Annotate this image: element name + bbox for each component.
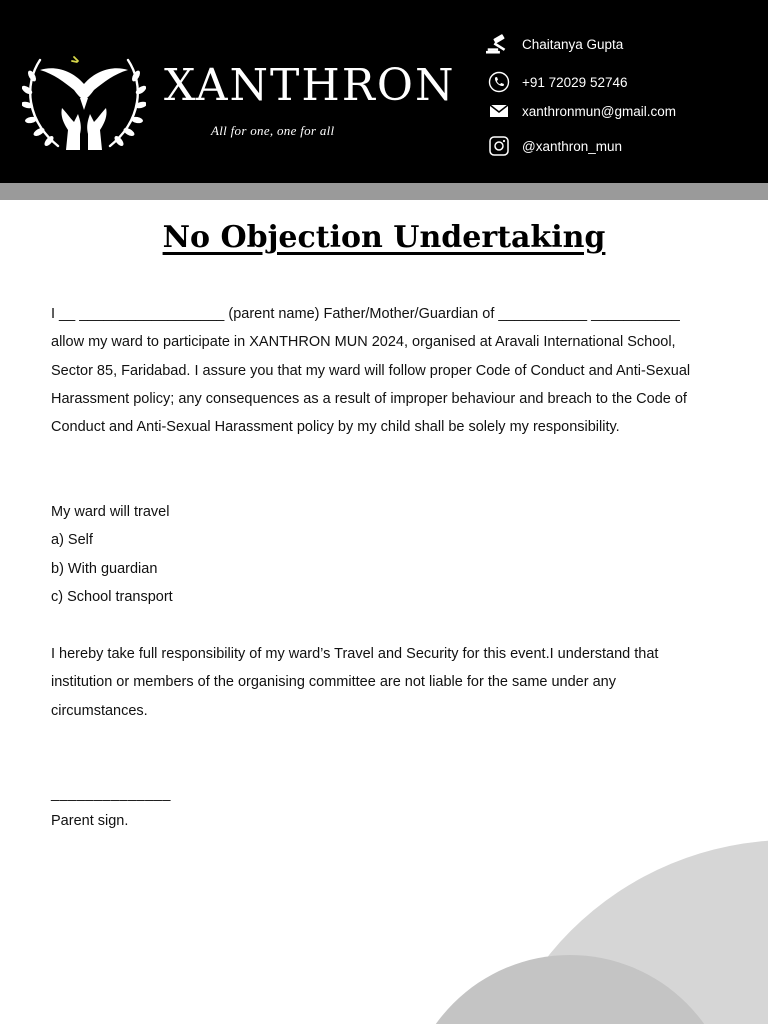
document-title: No Objection Undertaking (162, 220, 606, 255)
letterhead-header (0, 0, 768, 183)
contact-name (486, 33, 623, 55)
travel-option-self: a) Self (51, 532, 93, 549)
contact-name-text: Chaitanya Gupta (522, 36, 624, 52)
phone-icon (486, 71, 512, 93)
contact-instagram-text[interactable]: @xanthron_mun (522, 138, 623, 154)
responsibility-paragraph: I hereby take full responsibility of my ward’s Travel and Security for this event.I understand that institution or members of the organising committee are not liable for the same under any circumstances. (51, 646, 659, 719)
signature-line: ______________ (51, 786, 171, 802)
instagram-icon (486, 135, 512, 157)
header-band (0, 183, 768, 200)
gavel-icon (486, 33, 512, 55)
travel-option-guardian: b) With guardian (51, 560, 158, 577)
dove-hands-logo-icon (22, 50, 146, 154)
contact-email (486, 100, 676, 122)
contact-instagram (486, 135, 622, 157)
contact-phone-text[interactable]: +91 72029 52746 (522, 74, 628, 90)
undertaking-paragraph: I __ __________________ (parent name) Father/Mother/Guardian of ___________ ___________ allow my ward to participate in XANTHRON MUN 2024, organised at Aravali International School, Sector 85, Faridabad. I assure you that my ward will follow proper Code of Conduct and Anti-Sexual Harassment policy; any consequences as a result of improper behaviour and breach to the Code of Conduct and Anti-Sexual Harassment policy by my child shall be solely my responsibility. (51, 306, 691, 436)
brand-name: XANTHRON (164, 60, 456, 111)
brand-tagline: All for one, one for all (211, 123, 335, 138)
travel-intro: My ward will travel (51, 504, 170, 520)
mail-icon (486, 100, 512, 122)
travel-option-school-transport: c) School transport (51, 588, 173, 605)
travel-section (51, 498, 351, 611)
contact-phone (486, 71, 627, 93)
signature-label: Parent sign. (51, 813, 129, 829)
contact-email-text[interactable]: xanthronmun@gmail.com (522, 103, 677, 119)
